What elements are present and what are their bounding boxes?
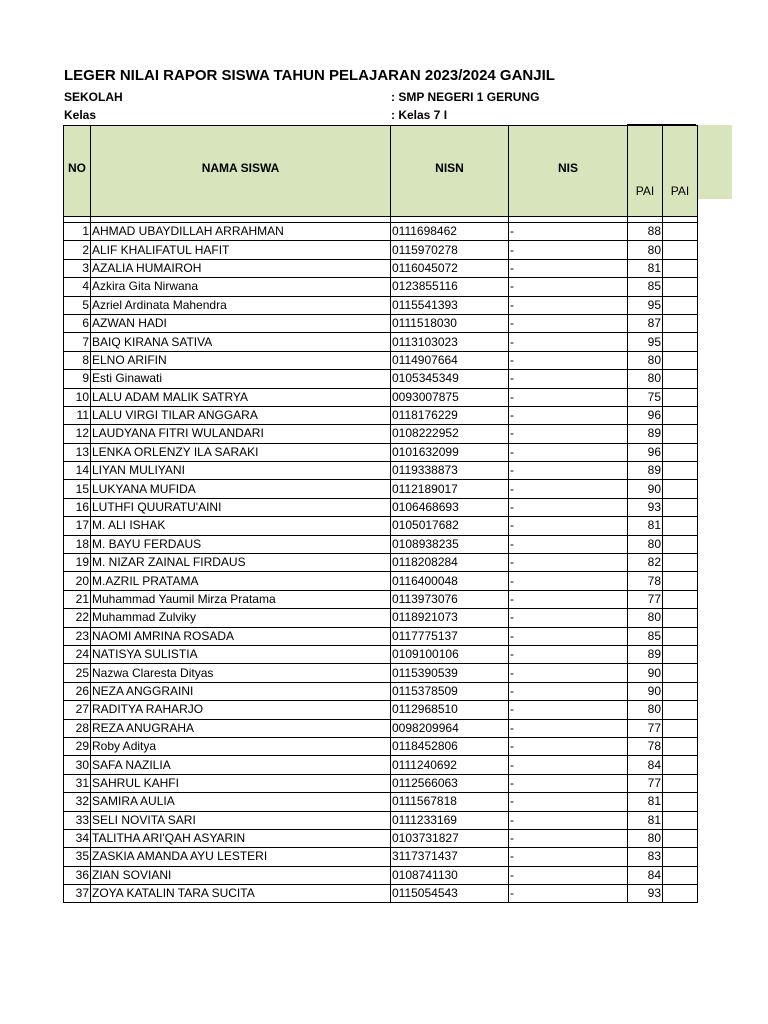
pai-score-2 xyxy=(663,737,698,755)
student-nisn: 0117775137 xyxy=(391,627,509,645)
student-nis: - xyxy=(509,462,628,480)
pai-score-2 xyxy=(663,774,698,792)
table-row xyxy=(64,572,698,590)
student-nisn: 0119338873 xyxy=(391,462,509,480)
row-number: 32 xyxy=(64,793,91,811)
student-nis: - xyxy=(509,278,628,296)
table-row xyxy=(64,590,698,608)
table-row xyxy=(64,829,698,847)
row-number: 35 xyxy=(64,848,91,866)
student-nis: - xyxy=(509,756,628,774)
student-nisn: 0111233169 xyxy=(391,811,509,829)
student-nisn: 0101632099 xyxy=(391,443,509,461)
student-name: LENKA ORLENZY ILA SARAKI xyxy=(91,443,391,461)
pai-score-2 xyxy=(663,425,698,443)
column-header-name: NAMA SISWA xyxy=(91,126,391,217)
student-nisn: 0105345349 xyxy=(391,370,509,388)
row-number: 16 xyxy=(64,498,91,516)
student-nisn: 0106468693 xyxy=(391,498,509,516)
table-row xyxy=(64,848,698,866)
row-number: 27 xyxy=(64,701,91,719)
column-header-nisn: NISN xyxy=(391,126,509,217)
pai-score: 90 xyxy=(628,664,663,682)
pai-score: 81 xyxy=(628,793,663,811)
row-number: 1 xyxy=(64,223,91,241)
table-row xyxy=(64,811,698,829)
table-row xyxy=(64,498,698,516)
column-header-nis: NIS xyxy=(509,126,628,217)
pai-score-2 xyxy=(663,866,698,884)
student-nisn: 0118921073 xyxy=(391,609,509,627)
row-number: 6 xyxy=(64,314,91,332)
table-row xyxy=(64,774,698,792)
table-row xyxy=(64,756,698,774)
row-number: 33 xyxy=(64,811,91,829)
pai-score: 81 xyxy=(628,259,663,277)
student-name: ZASKIA AMANDA AYU LESTERI xyxy=(91,848,391,866)
student-nis: - xyxy=(509,223,628,241)
student-nisn: 0118176229 xyxy=(391,406,509,424)
student-nisn: 0118452806 xyxy=(391,737,509,755)
pai-score: 89 xyxy=(628,645,663,663)
student-nis: - xyxy=(509,885,628,903)
pai-score-2 xyxy=(663,314,698,332)
student-name: LALU VIRGI TILAR ANGGARA xyxy=(91,406,391,424)
table-row xyxy=(64,480,698,498)
row-number: 20 xyxy=(64,572,91,590)
student-nisn: 0115054543 xyxy=(391,885,509,903)
student-nisn: 0112566063 xyxy=(391,774,509,792)
student-nis: - xyxy=(509,241,628,259)
pai-score-2 xyxy=(663,498,698,516)
student-nis: - xyxy=(509,572,628,590)
pai-score: 78 xyxy=(628,737,663,755)
row-number: 5 xyxy=(64,296,91,314)
student-name: LUTHFI QUURATU'AINI xyxy=(91,498,391,516)
student-nisn: 0111567818 xyxy=(391,793,509,811)
row-number: 34 xyxy=(64,829,91,847)
student-nis: - xyxy=(509,590,628,608)
pai-score-2 xyxy=(663,885,698,903)
pai-score: 81 xyxy=(628,517,663,535)
table-row xyxy=(64,223,698,241)
row-number: 15 xyxy=(64,480,91,498)
student-name: Azriel Ardinata Mahendra xyxy=(91,296,391,314)
table-row xyxy=(64,609,698,627)
school-value: : SMP NEGERI 1 GERUNG xyxy=(391,90,540,104)
student-nis: - xyxy=(509,370,628,388)
row-number: 10 xyxy=(64,388,91,406)
row-number: 2 xyxy=(64,241,91,259)
student-nisn: 0108938235 xyxy=(391,535,509,553)
pai-score: 80 xyxy=(628,535,663,553)
pai-score: 85 xyxy=(628,627,663,645)
student-name: SAHRUL KAHFI xyxy=(91,774,391,792)
pai-score-2 xyxy=(663,278,698,296)
student-name: LAUDYANA FITRI WULANDARI xyxy=(91,425,391,443)
document-title: LEGER NILAI RAPOR SISWA TAHUN PELAJARAN 2023/2024 GANJIL xyxy=(64,67,555,84)
table-row xyxy=(64,296,698,314)
table-row xyxy=(64,645,698,663)
row-number: 3 xyxy=(64,259,91,277)
student-name: AZWAN HADI xyxy=(91,314,391,332)
pai-score: 84 xyxy=(628,756,663,774)
student-nis: - xyxy=(509,664,628,682)
student-nisn: 0118208284 xyxy=(391,554,509,572)
row-number: 17 xyxy=(64,517,91,535)
pai-score: 90 xyxy=(628,480,663,498)
column-header-pai-2: PAI xyxy=(663,126,698,217)
pai-score: 83 xyxy=(628,848,663,866)
student-name: AZALIA HUMAIROH xyxy=(91,259,391,277)
pai-score: 93 xyxy=(628,498,663,516)
table-row xyxy=(64,554,698,572)
student-name: Muhammad Zulviky xyxy=(91,609,391,627)
pai-score-2 xyxy=(663,811,698,829)
student-name: SELI NOVITA SARI xyxy=(91,811,391,829)
pai-score-2 xyxy=(663,388,698,406)
student-name: Roby Aditya xyxy=(91,737,391,755)
student-nis: - xyxy=(509,774,628,792)
student-name: SAMIRA AULIA xyxy=(91,793,391,811)
pai-score-2 xyxy=(663,848,698,866)
pai-score: 90 xyxy=(628,682,663,700)
pai-score: 80 xyxy=(628,351,663,369)
student-nis: - xyxy=(509,517,628,535)
pai-score-2 xyxy=(663,259,698,277)
student-nisn: 0116400048 xyxy=(391,572,509,590)
class-value: : Kelas 7 I xyxy=(391,108,448,122)
header-fill-extension xyxy=(696,125,732,199)
student-name: M. BAYU FERDAUS xyxy=(91,535,391,553)
pai-score-2 xyxy=(663,664,698,682)
pai-score-2 xyxy=(663,333,698,351)
student-name: Azkira Gita Nirwana xyxy=(91,278,391,296)
pai-score: 80 xyxy=(628,701,663,719)
student-nis: - xyxy=(509,609,628,627)
student-nisn: 0103731827 xyxy=(391,829,509,847)
student-nisn: 0123855116 xyxy=(391,278,509,296)
student-nis: - xyxy=(509,848,628,866)
pai-score-2 xyxy=(663,554,698,572)
student-nis: - xyxy=(509,314,628,332)
student-nis: - xyxy=(509,425,628,443)
table-row xyxy=(64,259,698,277)
pai-score-2 xyxy=(663,241,698,259)
row-number: 36 xyxy=(64,866,91,884)
class-label: Kelas xyxy=(64,108,97,122)
student-name: BAIQ KIRANA SATIVA xyxy=(91,333,391,351)
pai-score-2 xyxy=(663,535,698,553)
table-header-row xyxy=(64,126,698,217)
pai-score: 81 xyxy=(628,811,663,829)
table-row xyxy=(64,406,698,424)
student-nisn: 0112968510 xyxy=(391,701,509,719)
row-number: 12 xyxy=(64,425,91,443)
pai-score-2 xyxy=(663,572,698,590)
row-number: 22 xyxy=(64,609,91,627)
table-row xyxy=(64,866,698,884)
row-number: 4 xyxy=(64,278,91,296)
row-number: 19 xyxy=(64,554,91,572)
student-name: RADITYA RAHARJO xyxy=(91,701,391,719)
student-nis: - xyxy=(509,701,628,719)
pai-score-2 xyxy=(663,719,698,737)
student-nisn: 0113103023 xyxy=(391,333,509,351)
row-number: 13 xyxy=(64,443,91,461)
student-name: SAFA NAZILIA xyxy=(91,756,391,774)
pai-score-2 xyxy=(663,443,698,461)
row-number: 29 xyxy=(64,737,91,755)
pai-score-2 xyxy=(663,296,698,314)
pai-score: 78 xyxy=(628,572,663,590)
pai-score: 80 xyxy=(628,609,663,627)
pai-score: 93 xyxy=(628,885,663,903)
student-nisn: 0115378509 xyxy=(391,682,509,700)
row-number: 31 xyxy=(64,774,91,792)
table-row xyxy=(64,241,698,259)
table-row xyxy=(64,351,698,369)
pai-score-2 xyxy=(663,682,698,700)
pai-score: 80 xyxy=(628,829,663,847)
student-nisn: 0112189017 xyxy=(391,480,509,498)
student-nis: - xyxy=(509,719,628,737)
table-row xyxy=(64,278,698,296)
table-row xyxy=(64,701,698,719)
student-name: LIYAN MULIYANI xyxy=(91,462,391,480)
student-name: Esti Ginawati xyxy=(91,370,391,388)
student-name: M. ALI ISHAK xyxy=(91,517,391,535)
student-nis: - xyxy=(509,388,628,406)
student-nis: - xyxy=(509,535,628,553)
student-nisn: 0115970278 xyxy=(391,241,509,259)
student-name: LUKYANA MUFIDA xyxy=(91,480,391,498)
student-name: LALU ADAM MALIK SATRYA xyxy=(91,388,391,406)
student-nisn: 0115541393 xyxy=(391,296,509,314)
student-nis: - xyxy=(509,259,628,277)
table-row xyxy=(64,517,698,535)
student-nis: - xyxy=(509,296,628,314)
pai-score: 95 xyxy=(628,296,663,314)
pai-score: 77 xyxy=(628,719,663,737)
pai-score: 82 xyxy=(628,554,663,572)
student-name: NAOMI AMRINA ROSADA xyxy=(91,627,391,645)
student-nisn: 0109100106 xyxy=(391,645,509,663)
pai-score-2 xyxy=(663,609,698,627)
table-row xyxy=(64,443,698,461)
student-nisn: 0111518030 xyxy=(391,314,509,332)
student-nis: - xyxy=(509,406,628,424)
table-row xyxy=(64,388,698,406)
student-nisn: 0098209964 xyxy=(391,719,509,737)
row-number: 8 xyxy=(64,351,91,369)
student-name: ALIF KHALIFATUL HAFIT xyxy=(91,241,391,259)
table-row xyxy=(64,314,698,332)
student-name: TALITHA ARI'QAH ASYARIN xyxy=(91,829,391,847)
student-name: ELNO ARIFIN xyxy=(91,351,391,369)
pai-score-2 xyxy=(663,370,698,388)
column-header-pai-1: PAI xyxy=(628,126,663,217)
student-nis: - xyxy=(509,443,628,461)
student-nis: - xyxy=(509,333,628,351)
table-row xyxy=(64,425,698,443)
row-number: 30 xyxy=(64,756,91,774)
student-nis: - xyxy=(509,811,628,829)
table-row xyxy=(64,462,698,480)
pai-score-2 xyxy=(663,480,698,498)
pai-score: 75 xyxy=(628,388,663,406)
pai-score: 96 xyxy=(628,443,663,461)
pai-score: 89 xyxy=(628,462,663,480)
row-number: 25 xyxy=(64,664,91,682)
student-nis: - xyxy=(509,351,628,369)
row-number: 14 xyxy=(64,462,91,480)
student-name: M. NIZAR ZAINAL FIRDAUS xyxy=(91,554,391,572)
pai-score-2 xyxy=(663,701,698,719)
student-nisn: 0111240692 xyxy=(391,756,509,774)
student-name: M.AZRIL PRATAMA xyxy=(91,572,391,590)
student-nis: - xyxy=(509,480,628,498)
student-nis: - xyxy=(509,682,628,700)
student-name: ZOYA KATALIN TARA SUCITA xyxy=(91,885,391,903)
pai-score-2 xyxy=(663,406,698,424)
pai-score-2 xyxy=(663,793,698,811)
table-row xyxy=(64,664,698,682)
table-row xyxy=(64,627,698,645)
student-name: NEZA ANGGRAINI xyxy=(91,682,391,700)
student-nisn: 0111698462 xyxy=(391,223,509,241)
pai-score: 87 xyxy=(628,314,663,332)
pai-score-2 xyxy=(663,590,698,608)
student-name: REZA ANUGRAHA xyxy=(91,719,391,737)
row-number: 18 xyxy=(64,535,91,553)
row-number: 28 xyxy=(64,719,91,737)
student-name: AHMAD UBAYDILLAH ARRAHMAN xyxy=(91,223,391,241)
student-nis: - xyxy=(509,498,628,516)
student-nis: - xyxy=(509,866,628,884)
student-nisn: 0108222952 xyxy=(391,425,509,443)
pai-score: 95 xyxy=(628,333,663,351)
pai-score-2 xyxy=(663,351,698,369)
table-row xyxy=(64,682,698,700)
table-row xyxy=(64,885,698,903)
pai-score-2 xyxy=(663,462,698,480)
grades-table xyxy=(63,125,698,903)
student-nisn: 0114907664 xyxy=(391,351,509,369)
row-number: 9 xyxy=(64,370,91,388)
table-row xyxy=(64,370,698,388)
student-name: NATISYA SULISTIA xyxy=(91,645,391,663)
student-name: ZIAN SOVIANI xyxy=(91,866,391,884)
table-row xyxy=(64,737,698,755)
pai-score: 80 xyxy=(628,370,663,388)
student-name: Muhammad Yaumil Mirza Pratama xyxy=(91,590,391,608)
student-name: Nazwa Claresta Dityas xyxy=(91,664,391,682)
row-number: 26 xyxy=(64,682,91,700)
student-nis: - xyxy=(509,829,628,847)
student-nisn: 0113973076 xyxy=(391,590,509,608)
pai-score: 89 xyxy=(628,425,663,443)
pai-score-2 xyxy=(663,829,698,847)
row-number: 37 xyxy=(64,885,91,903)
school-label: SEKOLAH xyxy=(64,90,123,104)
table-row xyxy=(64,719,698,737)
student-nisn: 0116045072 xyxy=(391,259,509,277)
pai-score: 80 xyxy=(628,241,663,259)
pai-score-2 xyxy=(663,645,698,663)
student-nisn: 0108741130 xyxy=(391,866,509,884)
row-number: 21 xyxy=(64,590,91,608)
pai-score-2 xyxy=(663,756,698,774)
student-nisn: 0093007875 xyxy=(391,388,509,406)
table-row xyxy=(64,535,698,553)
pai-score-2 xyxy=(663,517,698,535)
pai-score: 77 xyxy=(628,590,663,608)
pai-score: 77 xyxy=(628,774,663,792)
student-nis: - xyxy=(509,554,628,572)
student-nis: - xyxy=(509,645,628,663)
row-number: 23 xyxy=(64,627,91,645)
row-number: 24 xyxy=(64,645,91,663)
student-nisn: 3117371437 xyxy=(391,848,509,866)
pai-score: 88 xyxy=(628,223,663,241)
column-header-no: NO xyxy=(64,126,91,217)
pai-score-2 xyxy=(663,223,698,241)
pai-score: 85 xyxy=(628,278,663,296)
pai-score: 96 xyxy=(628,406,663,424)
table-row xyxy=(64,793,698,811)
row-number: 11 xyxy=(64,406,91,424)
student-nisn: 0105017682 xyxy=(391,517,509,535)
student-nis: - xyxy=(509,627,628,645)
pai-score-2 xyxy=(663,627,698,645)
row-number: 7 xyxy=(64,333,91,351)
table-row xyxy=(64,333,698,351)
pai-score: 84 xyxy=(628,866,663,884)
student-nisn: 0115390539 xyxy=(391,664,509,682)
student-nis: - xyxy=(509,793,628,811)
student-nis: - xyxy=(509,737,628,755)
